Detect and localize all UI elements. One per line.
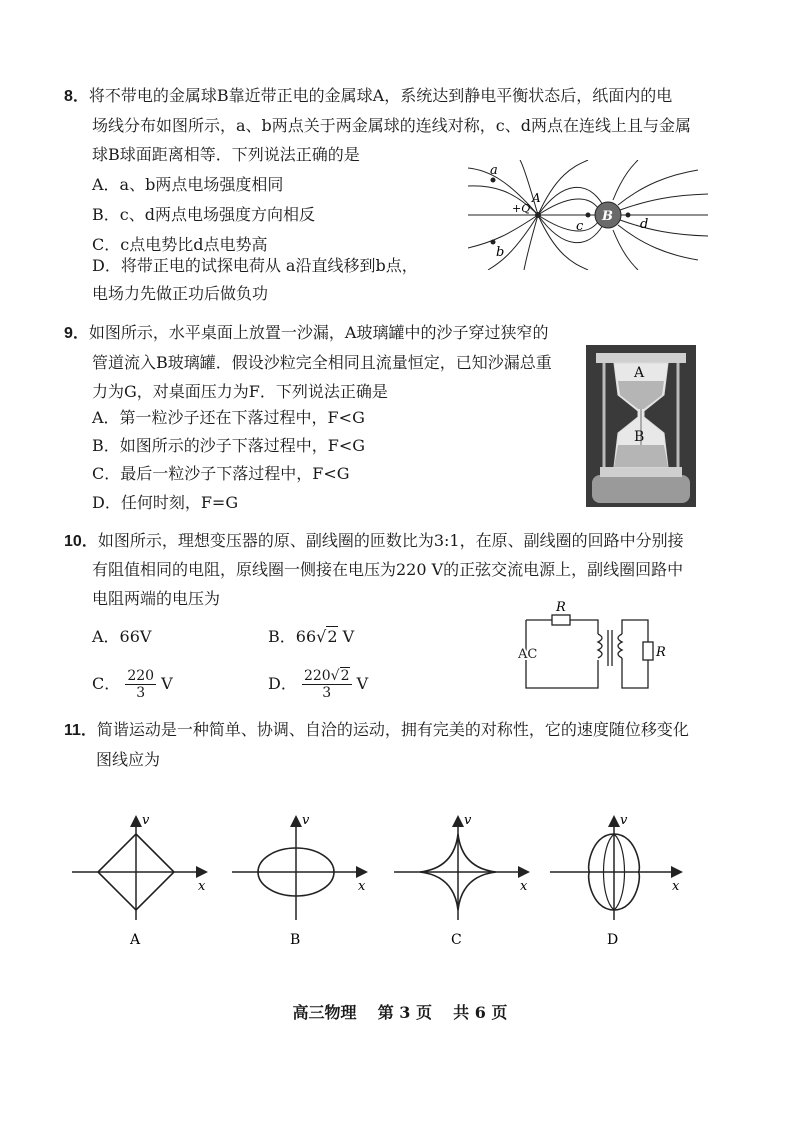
graph-a-v-label: v: [142, 813, 150, 828]
q9-option-d: D．任何时刻，F=G: [92, 493, 239, 512]
q9-option-c: C．最后一粒沙子下落过程中，F<G: [92, 464, 350, 483]
graph-a-x-label: x: [198, 879, 206, 894]
field-label-charge: +Q: [512, 202, 531, 215]
q8-line-3: 球B球面距离相等．下列说法正确的是: [92, 145, 360, 164]
page-footer: [0, 1000, 800, 1023]
q8-number: 8．: [64, 88, 89, 105]
q10-option-b-coef: 66: [295, 627, 317, 646]
q8-line-1: [64, 86, 672, 107]
electric-field-diagram: [468, 160, 708, 270]
graph-d: [550, 813, 680, 948]
graph-d-x-label: x: [672, 879, 680, 894]
q10-option-d: D． $\frac{220√2}{3}$ V: [268, 668, 369, 701]
circuit-label-ac: AC: [518, 647, 538, 662]
q9-line-1: [64, 323, 548, 344]
graph-b-label: B: [290, 932, 301, 948]
hourglass-label-a: A: [634, 365, 645, 381]
q10-option-d-den: 3: [322, 685, 332, 701]
field-label-sphere-a: A: [532, 191, 541, 205]
graph-c-x-label: x: [520, 879, 528, 894]
q10-option-d-prefix: D．: [268, 674, 297, 693]
graph-c: [394, 813, 528, 948]
q10-option-c: [92, 668, 173, 701]
q10-option-a: A．66V: [92, 627, 152, 646]
q11-line-1: [64, 720, 689, 741]
q10-line-1: [64, 531, 684, 552]
graph-a-label: A: [130, 932, 141, 948]
q11-stem-1: 简谐运动是一种简单、协调、自洽的运动，拥有完美的对称性，它的速度随位移变化: [96, 720, 689, 739]
graph-d-v-label: v: [620, 813, 628, 828]
v-x-graphs: [60, 810, 700, 950]
q10-option-b-root: 2: [327, 627, 338, 646]
field-label-a: a: [490, 163, 498, 178]
footer-page: 第 3 页: [377, 1003, 432, 1022]
q8-option-c: C．c点电势比d点电势高: [92, 235, 268, 254]
graph-d-label: D: [607, 932, 619, 948]
q10-line-3: 电阻两端的电压为: [92, 589, 221, 608]
hourglass-label-b: B: [634, 429, 645, 445]
graph-b-x-label: x: [358, 879, 366, 894]
q8-stem-1: 将不带电的金属球B靠近带正电的金属球A，系统达到静电平衡状态后，纸面内的电: [88, 86, 673, 105]
graph-a: [72, 813, 206, 948]
q10-option-c-den: 3: [136, 685, 146, 701]
q9-number: 9．: [64, 325, 89, 342]
q8-option-d-cont: 电场力先做正功后做负功: [92, 284, 269, 303]
q8-option-a: A．a、b两点电场强度相同: [92, 175, 284, 194]
field-label-sphere-b: B: [602, 209, 613, 224]
q10-option-b: B．66√2 V: [268, 627, 355, 646]
circuit-label-r-primary: R: [556, 600, 566, 615]
q10-option-b-unit: V: [337, 627, 355, 646]
q8-line-2: 场线分布如图所示，a、b两点关于两金属球的连线对称，c、d两点在连线上且与金属: [92, 116, 691, 135]
footer-subject: 高三物理: [292, 1003, 357, 1022]
q9-line-3: 力为G，对桌面压力为F．下列说法正确是: [92, 382, 388, 401]
q10-number: 10．: [64, 533, 98, 550]
q11-number: 11．: [64, 722, 97, 739]
graph-c-label: C: [451, 932, 462, 948]
q11-line-2: 图线应为: [96, 750, 161, 769]
circuit-label-r-secondary: R: [656, 645, 666, 660]
q10-option-d-unit: V: [356, 674, 369, 693]
hourglass-photo: [586, 345, 696, 507]
q10-option-d-num: 220: [303, 668, 331, 684]
q10-line-2: 有阻值相同的电阻，原线圈一侧接在电压为220 V的正弦交流电源上，副线圈回路中: [92, 560, 684, 579]
q10-option-c-prefix: C．: [92, 674, 121, 693]
q8-option-d: D．将带正电的试探电荷从 a沿直线移到b点，: [92, 256, 418, 275]
footer-total: 共 6 页: [453, 1003, 508, 1022]
q10-option-c-unit: V: [161, 674, 173, 693]
q10-option-b-prefix: B．: [268, 627, 296, 646]
graph-c-v-label: v: [464, 813, 472, 828]
transformer-circuit: [518, 600, 668, 696]
graph-b-v-label: v: [302, 813, 310, 828]
field-label-b: b: [496, 245, 505, 260]
q10-option-c-num: 220: [127, 668, 155, 684]
field-label-c: c: [576, 219, 584, 234]
q9-option-b: B．如图所示的沙子下落过程中，F<G: [92, 436, 366, 455]
q9-option-a: A．第一粒沙子还在下落过程中，F<G: [92, 408, 365, 427]
graph-b: [232, 813, 366, 948]
q10-stem-1: 如图所示，理想变压器的原、副线圈的匝数比为3:1，在原、副线圈的回路中分别接: [97, 531, 684, 550]
q9-stem-1: 如图所示，水平桌面上放置一沙漏，A玻璃罐中的沙子穿过狭窄的: [88, 323, 549, 342]
q8-option-b: B．c、d两点电场强度方向相反: [92, 205, 315, 224]
field-label-d: d: [640, 217, 649, 232]
q9-line-2: 管道流入B玻璃罐．假设沙粒完全相同且流量恒定，已知沙漏总重: [92, 353, 552, 372]
q10-option-d-root: 2: [340, 668, 350, 684]
